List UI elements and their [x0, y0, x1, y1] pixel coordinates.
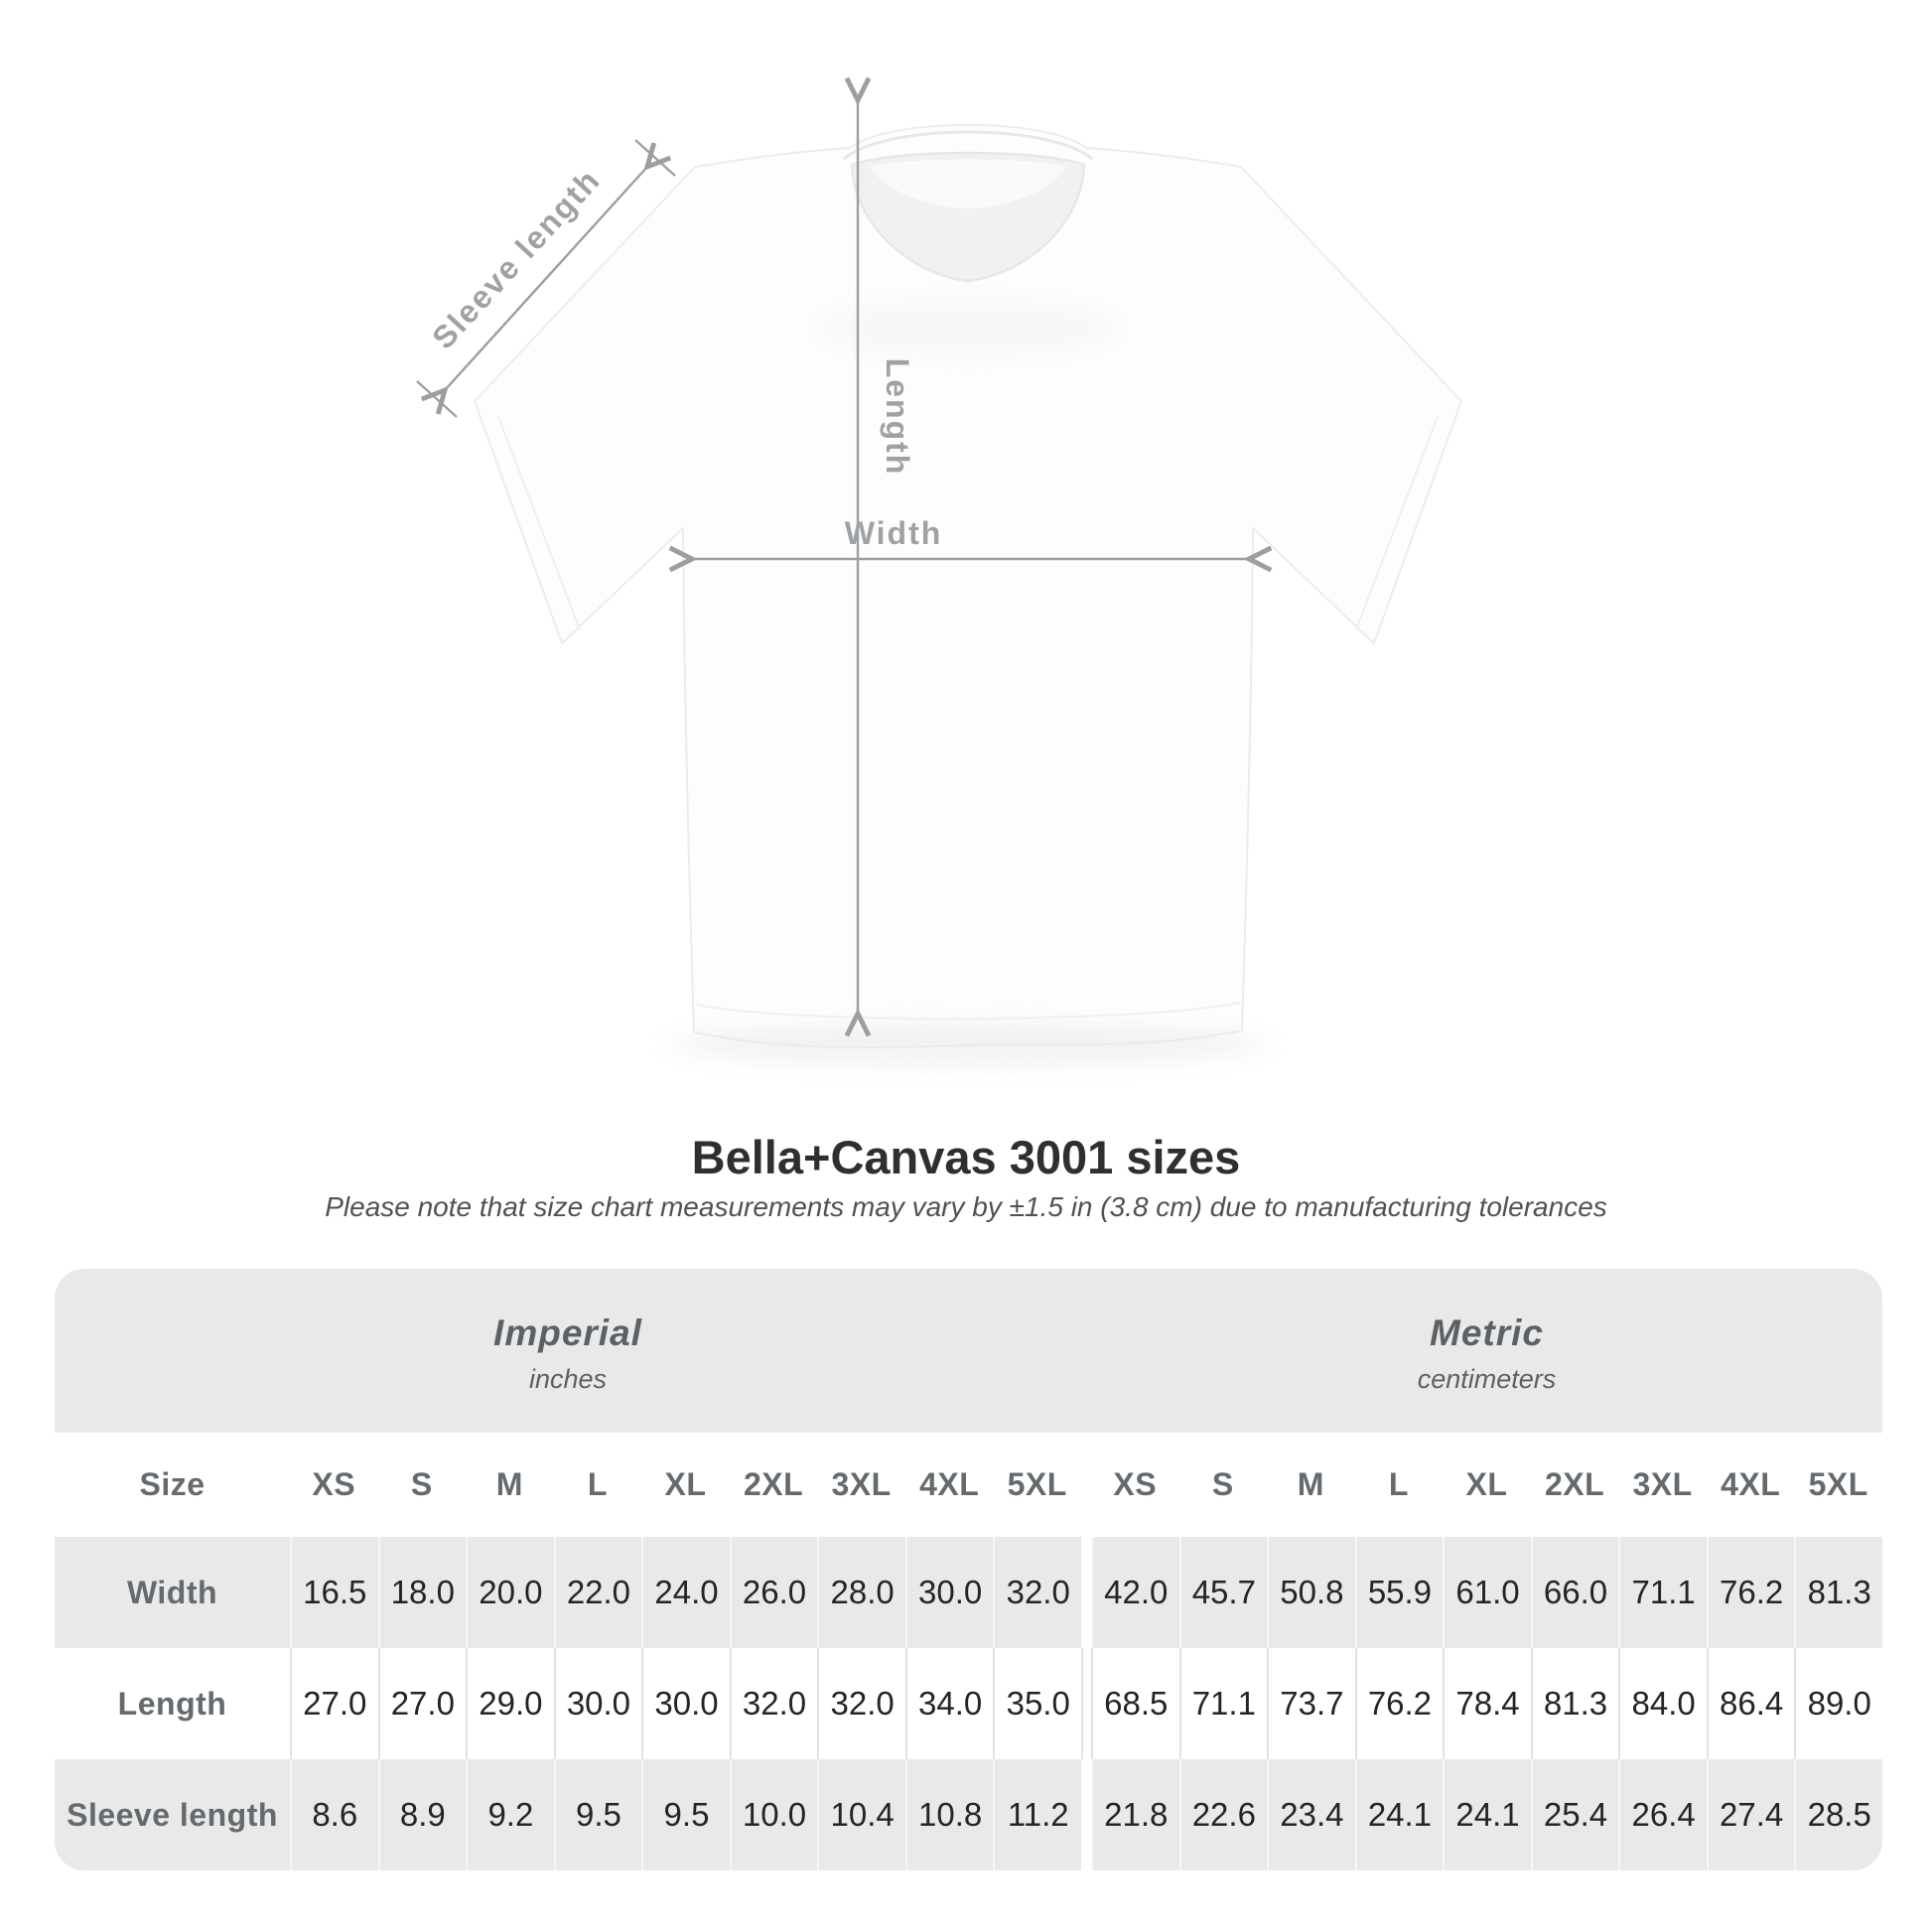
measurement-value-cell: 27.4: [1707, 1759, 1795, 1870]
measurement-value-cell: 81.3: [1531, 1648, 1619, 1759]
size-header-cell: 4XL: [919, 1466, 980, 1502]
measurement-value-cell: 10.4: [817, 1759, 905, 1870]
measurement-value-cell: 9.2: [466, 1759, 554, 1870]
group-divider: [1081, 1648, 1091, 1759]
measurement-row: [55, 1648, 1882, 1759]
tshirt-illustration: [475, 125, 1461, 1066]
measurement-value-cell: 89.0: [1794, 1648, 1882, 1759]
measurement-value-cell: 78.4: [1443, 1648, 1531, 1759]
size-header-cell: M: [495, 1466, 523, 1502]
measurement-value-cell: 24.0: [641, 1537, 730, 1648]
measurement-value-cell: 11.2: [993, 1759, 1081, 1870]
size-header-cell: S: [1211, 1466, 1234, 1502]
size-header-cell: XL: [1465, 1466, 1508, 1502]
size-header-cell: XS: [1113, 1466, 1158, 1502]
size-column-header: Size: [139, 1466, 206, 1502]
row-label: Sleeve length: [67, 1796, 278, 1833]
measurement-value-cell: 68.5: [1091, 1648, 1179, 1759]
size-header-cell: S: [410, 1466, 433, 1502]
measurement-value-cell: 26.0: [730, 1537, 818, 1648]
measurement-value-cell: 29.0: [466, 1648, 554, 1759]
measurement-value-cell: 8.9: [378, 1759, 467, 1870]
measurement-value-cell: 50.8: [1267, 1537, 1355, 1648]
unit-header-row: [55, 1269, 1882, 1433]
measurement-value-cell: 30.0: [554, 1648, 642, 1759]
group-divider: [1081, 1537, 1091, 1648]
size-header-cell: L: [587, 1466, 608, 1502]
metric-unit-label: centimeters: [1417, 1364, 1557, 1394]
measurement-value-cell: 20.0: [466, 1537, 554, 1648]
size-header-cell: 3XL: [831, 1466, 892, 1502]
size-header-cell: XL: [664, 1466, 707, 1502]
size-header-cell: 4XL: [1721, 1466, 1781, 1502]
measurement-value-cell: 42.0: [1091, 1537, 1179, 1648]
measurement-value-cell: 27.0: [378, 1648, 467, 1759]
caption: [0, 1131, 1932, 1222]
size-header-cell: XS: [312, 1466, 356, 1502]
measurement-value-cell: 28.0: [817, 1537, 905, 1648]
size-header-cell: 3XL: [1632, 1466, 1693, 1502]
imperial-group-header: [55, 1269, 1081, 1433]
measurement-row: [55, 1759, 1882, 1870]
measurement-value-cell: 26.4: [1618, 1759, 1707, 1870]
measurement-value-cell: 27.0: [290, 1648, 378, 1759]
imperial-unit-label: inches: [528, 1364, 608, 1394]
size-header-cell: L: [1388, 1466, 1409, 1502]
measurement-value-cell: 55.9: [1355, 1537, 1444, 1648]
row-label: Length: [117, 1685, 227, 1722]
measurement-value-cell: 35.0: [993, 1648, 1081, 1759]
measurement-value-cell: 71.1: [1618, 1537, 1707, 1648]
measurement-value-cell: 16.5: [290, 1537, 378, 1648]
measurement-value-cell: 24.1: [1443, 1759, 1531, 1870]
measurement-value-cell: 81.3: [1794, 1537, 1882, 1648]
measurement-row: [55, 1537, 1882, 1648]
measurement-value-cell: 24.1: [1355, 1759, 1444, 1870]
size-header-row: [55, 1433, 1882, 1537]
size-header-cell: 5XL: [1007, 1466, 1067, 1502]
measurement-value-cell: 66.0: [1531, 1537, 1619, 1648]
size-chart-table: [55, 1269, 1882, 1870]
measurement-value-cell: 32.0: [817, 1648, 905, 1759]
group-divider: [1081, 1759, 1091, 1870]
measurement-value-cell: 84.0: [1618, 1648, 1707, 1759]
measurement-value-cell: 32.0: [730, 1648, 818, 1759]
measurement-value-cell: 22.0: [554, 1537, 642, 1648]
group-divider: [1081, 1269, 1091, 1433]
measurement-value-cell: 76.2: [1355, 1648, 1444, 1759]
measurement-value-cell: 8.6: [290, 1759, 378, 1870]
measurement-value-cell: 10.8: [905, 1759, 994, 1870]
group-divider: [1081, 1433, 1091, 1537]
measurement-value-cell: 76.2: [1707, 1537, 1795, 1648]
measurement-value-cell: 61.0: [1443, 1537, 1531, 1648]
measurement-value-cell: 25.4: [1531, 1759, 1619, 1870]
measurement-value-cell: 34.0: [905, 1648, 994, 1759]
size-header-cell: 5XL: [1808, 1466, 1868, 1502]
measurement-value-cell: 18.0: [378, 1537, 467, 1648]
metric-group-header: [1091, 1269, 1882, 1433]
size-header-cell: 2XL: [1544, 1466, 1605, 1502]
measurement-value-cell: 30.0: [905, 1537, 994, 1648]
tolerance-note: Please note that size chart measurements may vary by ±1.5 in (3.8 cm) due to manufacturing tolerances: [325, 1191, 1607, 1222]
measurement-value-cell: 71.1: [1179, 1648, 1268, 1759]
size-header-cell: 2XL: [743, 1466, 804, 1502]
sleeve-length-label: Sleeve length: [425, 161, 608, 356]
metric-label: Metric: [1430, 1312, 1544, 1353]
measurement-value-cell: 21.8: [1091, 1759, 1179, 1870]
measurement-value-cell: 73.7: [1267, 1648, 1355, 1759]
measurement-value-cell: 23.4: [1267, 1759, 1355, 1870]
measurement-value-cell: 9.5: [641, 1759, 730, 1870]
sleeve-dimension-end-cap: [417, 381, 457, 417]
hem-shadow: [670, 1023, 1266, 1066]
measurement-value-cell: 9.5: [554, 1759, 642, 1870]
measurement-value-cell: 10.0: [730, 1759, 818, 1870]
measurement-value-cell: 86.4: [1707, 1648, 1795, 1759]
width-label: Width: [844, 515, 943, 551]
row-label: Width: [126, 1574, 218, 1610]
measurement-value-cell: 30.0: [641, 1648, 730, 1759]
measurement-value-cell: 32.0: [993, 1537, 1081, 1648]
measurement-value-cell: 28.5: [1794, 1759, 1882, 1870]
size-header-cell: M: [1297, 1466, 1324, 1502]
page-title: Bella+Canvas 3001 sizes: [691, 1131, 1241, 1183]
measurement-value-cell: 22.6: [1179, 1759, 1268, 1870]
size-table-rows: [55, 1433, 1882, 1870]
measurement-value-cell: 45.7: [1179, 1537, 1268, 1648]
sleeve-dimension-end-cap: [635, 140, 675, 176]
length-label: Length: [880, 357, 915, 477]
imperial-label: Imperial: [493, 1312, 642, 1353]
